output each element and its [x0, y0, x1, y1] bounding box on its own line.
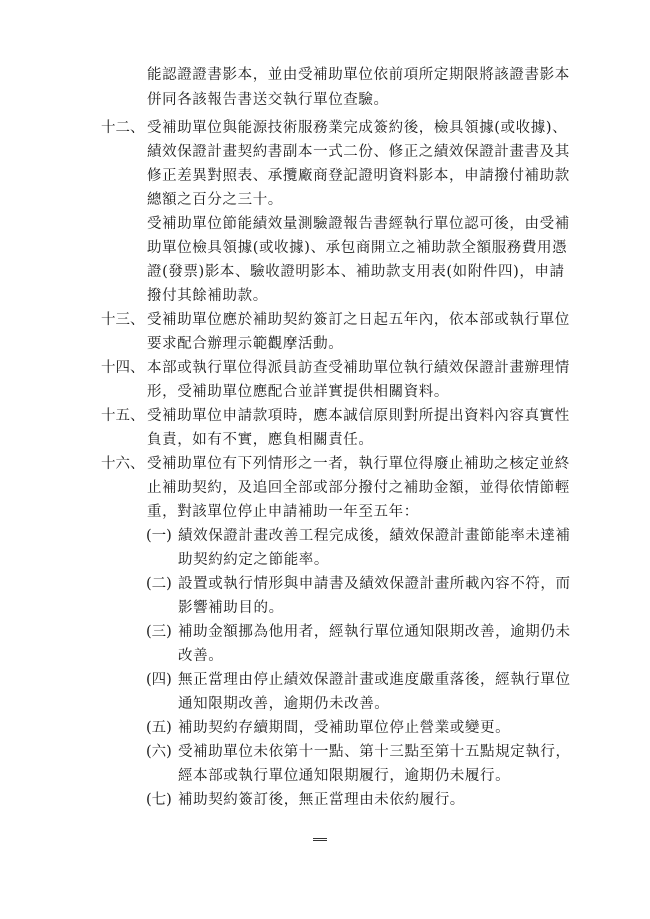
section-number: 十六、 — [101, 456, 145, 472]
text-line: 受補助單位節能績效量測驗證報告書經執行單位認可後，由受補 — [147, 216, 570, 232]
text-line: 能認證證書影本，並由受補助單位依前項所定期限將該證書影本 — [147, 67, 570, 83]
page-number-mark — [313, 838, 327, 841]
text-line: 補助契約存續期間，受補助單位停止營業或變更。 — [178, 720, 511, 736]
text-line: 受補助單位有下列情形之一者，執行單位得廢止補助之核定並終 — [147, 456, 570, 472]
text-line: 證(發票)影本、驗收證明影本、補助款支用表(如附件四)，申請 — [147, 264, 565, 280]
item-label: (一) — [146, 528, 172, 544]
section-number: 十五、 — [101, 408, 145, 424]
section-number: 十三、 — [101, 312, 145, 328]
text-line: 受補助單位未依第十一點、第十三點至第十五點規定執行， — [178, 744, 571, 760]
text-line: 受補助單位與能源技術服務業完成簽約後，檢具領據(或收據)、 — [147, 120, 568, 136]
item-label: (六) — [146, 744, 172, 760]
text-line: 止補助契約，及追回全部或部分撥付之補助金額，並得依情節輕 — [147, 480, 570, 496]
text-line: 績效保證計畫改善工程完成後，績效保證計畫節能率未達補 — [178, 528, 571, 544]
text-line: 撥付其餘補助款。 — [147, 288, 268, 304]
text-line: 補助金額挪為他用者，經執行單位通知限期改善，逾期仍未 — [178, 624, 571, 640]
text-line: 受補助單位應於補助契約簽訂之日起五年內，依本部或執行單位 — [147, 312, 570, 328]
text-line: 通知限期改善，逾期仍未改善。 — [178, 696, 390, 712]
text-line: 形，受補助單位應配合並詳實提供相關資料。 — [147, 384, 449, 400]
section-number: 十二、 — [101, 120, 145, 136]
text-line: 經本部或執行單位通知限期履行，逾期仍未履行。 — [178, 768, 511, 784]
item-label: (二) — [146, 576, 172, 592]
text-line: 本部或執行單位得派員訪查受補助單位執行績效保證計畫辦理情 — [147, 360, 570, 376]
text-line: 修正差異對照表、承攬廠商登記證明資料影本，申請撥付補助款 — [147, 168, 570, 184]
text-line: 設置或執行情形與申請書及績效保證計畫所載內容不符，而 — [178, 576, 571, 592]
text-line: 無正當理由停止績效保證計畫或進度嚴重落後，經執行單位 — [178, 672, 571, 688]
section-number: 十四、 — [101, 360, 145, 376]
item-label: (四) — [146, 672, 172, 688]
text-line: 助契約約定之節能率。 — [178, 552, 329, 568]
text-line: 要求配合辦理示範觀摩活動。 — [147, 336, 344, 352]
text-line: 助單位檢具領據(或收據)、承包商開立之補助款全額服務費用憑 — [147, 240, 568, 256]
item-label: (五) — [146, 720, 172, 736]
text-line: 改善。 — [178, 648, 224, 664]
text-line: 受補助單位申請款項時，應本誠信原則對所提出資料內容真實性 — [147, 408, 570, 424]
text-line: 重，對該單位停止申請補助一年至五年： — [147, 504, 419, 520]
text-line: 負責，如有不實，應負相關責任。 — [147, 432, 374, 448]
item-label: (七) — [146, 792, 172, 808]
text-line: 總額之百分之三十。 — [147, 192, 283, 208]
text-line: 影響補助目的。 — [178, 600, 284, 616]
text-line: 補助契約簽訂後，無正當理由未依約履行。 — [178, 792, 465, 808]
text-line: 併同各該報告書送交執行單位查驗。 — [147, 92, 389, 108]
item-label: (三) — [146, 624, 172, 640]
text-line: 績效保證計畫契約書副本一式二份、修正之績效保證計畫書及其 — [147, 144, 570, 160]
